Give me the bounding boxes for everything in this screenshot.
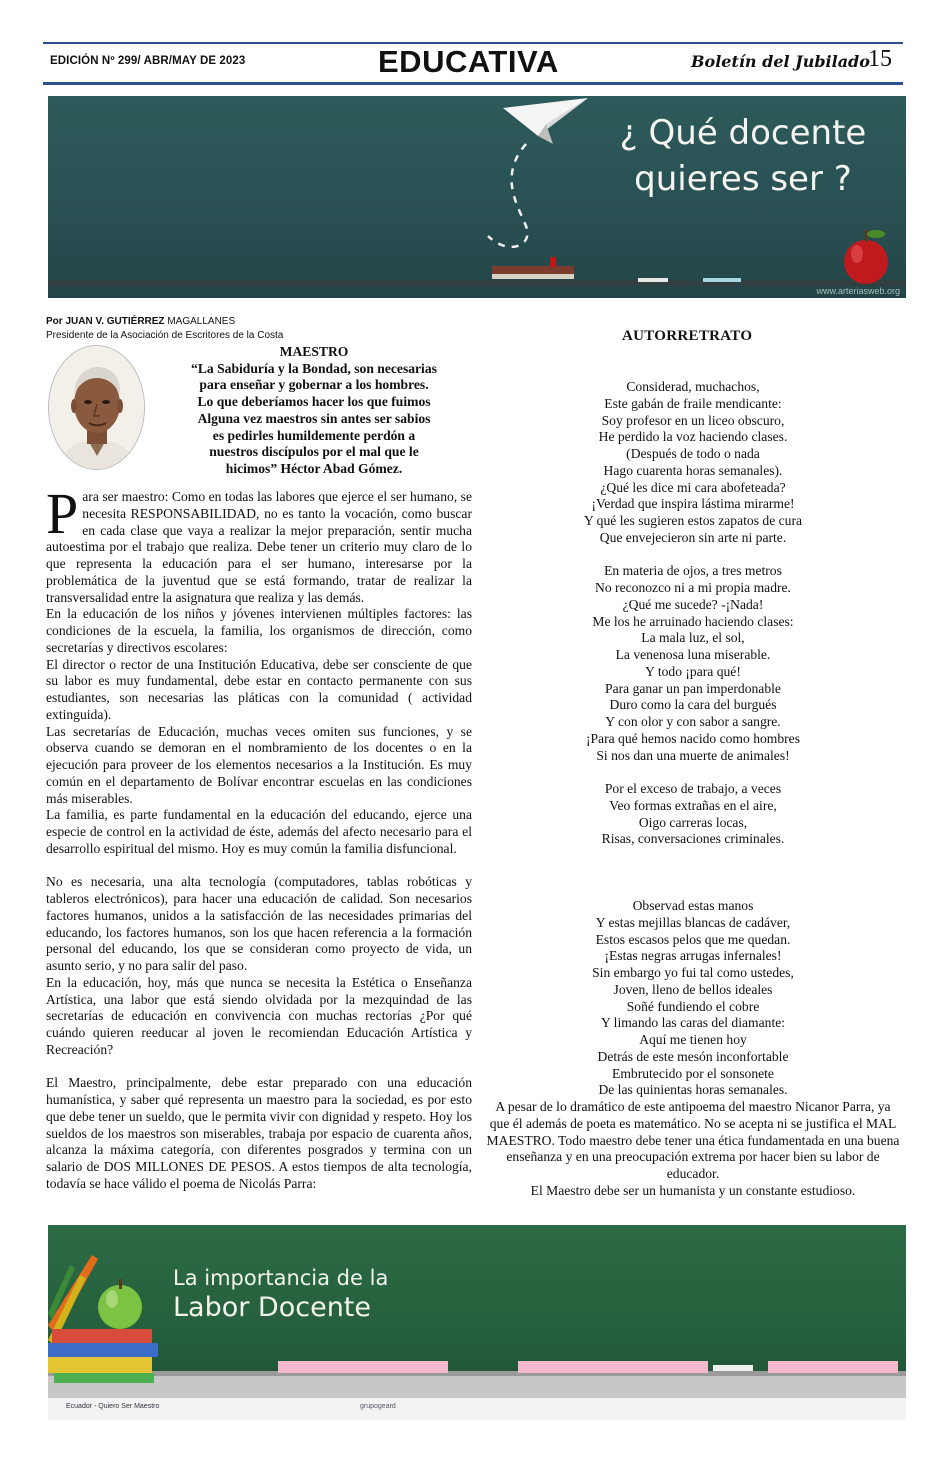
article-paragraph: La familia, es parte fundamental en la educación del educando, ejerce una especie de control en la actividad de éste, además del afecto necesario para el desarrollo espiritual del mismo. Hoy es muy común la familia disfuncional. xyxy=(46,807,472,856)
paragraph-text: ara ser maestro: Como en todas las labores que ejerce el ser humano, se necesita RESPONSABILIDAD, no es tanto la vocación, como buscar en cada clase que vaya a realizar la mejor preparación, sentir mucha autoestima por el trabajo que realiza. Debe tener un criterio muy claro de lo que representa la educación para el ser humano, interesarse por la problemática de la juventud que se está formando, tratar de realizar la transversalidad entre la asignatura que realiza y las demás. xyxy=(46,489,472,605)
poem-line: Soy profesor en un liceo obscuro, xyxy=(601,412,785,428)
poem-line: ¿Qué me sucede? -¡Nada! xyxy=(622,596,764,612)
article-paragraph: El Maestro, principalmente, debe estar preparado con una educación humanística, y saber qué representa un maestro para la sociedad, es por esto que debe tener un sueldo, que le permita vivir con dignidad y respeto. Hoy los sueldos de los maestros son miserables, trabaja por espacio de cuarenta años, alcanza la máxima categoría, con diferentes posgrados y termina con un salario de DOS MILLONES DE PESOS. A estos tiempos de alta tecnología, todavía se hace válido el poema de Nicolás Parra: xyxy=(46,1075,472,1191)
poem-line: Considerad, muchachos, xyxy=(626,379,760,394)
author-portrait xyxy=(48,345,145,470)
bottom-banner-title xyxy=(173,1263,388,1323)
epigraph-line: Lo que deberíamos hacer los que fuimos xyxy=(197,394,431,410)
author-line xyxy=(46,315,283,329)
poem-line: Detrás de este mesón inconfortable xyxy=(597,1048,789,1064)
article-paragraph: En la educación de los niños y jóvenes intervienen múltiples factores: las condiciones de la escuela, la familia, los organismos de dirección, como secretarías y directivos escolares: xyxy=(46,606,472,655)
banner-title-line1: ¿ Qué docente xyxy=(619,113,867,153)
poem-line: ¡Estas negras arrugas infernales! xyxy=(604,948,782,964)
poem-line: Y qué les sugieren estos zapatos de cura xyxy=(583,513,803,528)
poem-line: En materia de ojos, a tres metros xyxy=(604,563,782,579)
paper-plane-icon xyxy=(503,98,588,144)
poem-stanza xyxy=(486,563,900,764)
article-paragraph: Las secretarías de Educación, muchas veces omiten sus funciones, y se observa cuando se demoran en el nombramiento de los docentes o en la ejecución para proveer de los elementos necesarios a la Institución. Es muy común en el departamento de Bolívar encontrar escuelas en las condiciones más miserables. xyxy=(46,723,472,806)
bottom-banner-line2: Labor Docente xyxy=(173,1292,372,1323)
poem-line: Y estas mejillas blancas de cadáver, xyxy=(595,914,791,930)
top-banner-image xyxy=(48,96,906,298)
poem-line: Aquí me tienen hoy xyxy=(639,1032,747,1047)
poem-line: Sin embargo yo fui tal como ustedes, xyxy=(592,965,794,980)
epigraph-line: hicimos” Héctor Abad Gómez. xyxy=(225,460,403,476)
poem-line: Joven, lleno de bellos ideales xyxy=(613,981,773,997)
footer-source-right: grupogeard xyxy=(360,1403,396,1410)
poem-line: ¡Verdad que inspira lástima mirarme! xyxy=(591,496,795,512)
epigraph xyxy=(178,344,450,478)
poem-line: Embrutecido por el sonsonete xyxy=(612,1065,774,1081)
poem-line: Observad estas manos xyxy=(632,898,754,913)
poem-stanza xyxy=(486,781,900,848)
bulletin-name: Boletín del Jubilado xyxy=(691,52,870,71)
image-credit: www.arteriasweb.org xyxy=(816,286,900,296)
section-title: EDUCATIVA xyxy=(378,44,559,79)
author-surname: MAGALLANES xyxy=(164,316,236,327)
image-footer-strip xyxy=(48,1398,906,1420)
stanza-spacer xyxy=(486,764,900,781)
byline xyxy=(46,315,283,343)
bottom-banner-image xyxy=(48,1225,906,1398)
header-bottom-rule xyxy=(43,82,903,85)
epigraph-line: Alguna vez maestros sin antes ser sabios xyxy=(197,410,431,426)
edition-label: EDICIÓN Nº 299/ ABR/MAY DE 2023 xyxy=(50,55,246,67)
article-paragraph: En la educación, hoy, más que nunca se necesita la Estética o Enseñanza Artística, una labor que está siendo olvidada por la mezquindad de las secretarías de educación en convivencia con muchas rectorías ¿Por qué cuándo quieren reeducar al joven le recomiendan Educación Artística y Recreación? xyxy=(46,974,472,1057)
poem-line: La mala luz, el sol, xyxy=(641,630,745,646)
poem-line: ¡Para qué hemos nacido como hombres xyxy=(585,730,801,746)
poem-line: La venenosa luna miserable. xyxy=(615,647,771,662)
poem-line: Oigo carreras locas, xyxy=(638,814,748,830)
author-name: JUAN V. GUTIÉRREZ xyxy=(65,316,165,327)
poem-line: Me los he arruinado haciendo clases: xyxy=(592,613,794,629)
poem-line: ¿Qué les dice mi cara abofeteada? xyxy=(600,479,786,495)
poem-line: Estos escasos pelos que me quedan. xyxy=(595,931,791,947)
article-paragraph: No es necesaria, una alta tecnología (computadores, tablas robóticas y tableros electrónicos), para hacer una educación de calidad. Son necesarios factores humanos, unidos a la satisfacción de las necesidades primarias del educando, los factores humanos, son los que hacen referencia a la formación personal del educando, los que se consideran como proyecto de vida, un asunto serio, y no para salir del paso. xyxy=(46,874,472,973)
page-number: 15 xyxy=(868,46,892,72)
byline-prefix: Por xyxy=(46,316,66,327)
epigraph-line: es pedirles humildemente perdón a xyxy=(212,427,416,443)
paragraph-spacer xyxy=(46,1059,472,1076)
poem-line: No reconozco ni a mi propia madre. xyxy=(595,580,791,595)
apple-icon xyxy=(98,1279,142,1329)
paragraph-spacer xyxy=(46,858,472,875)
poem-line: Hago cuarenta horas semanales). xyxy=(603,462,783,478)
poem-line: Y todo ¡para qué! xyxy=(645,663,741,679)
article-body xyxy=(46,481,472,1193)
poem-stanza xyxy=(486,379,900,547)
closing-paragraph: El Maestro debe ser un humanista y un constante estudioso. xyxy=(530,1182,856,1198)
banner-title-line2: quieres ser ? xyxy=(634,159,852,199)
poem-title: AUTORRETRATO xyxy=(622,328,753,344)
poem-line: Y limando las caras del diamante: xyxy=(600,1015,786,1031)
closing-paragraph: A pesar de lo dramático de este antipoema del maestro Nicanor Parra, ya que él además de poeta es matemático. No se acepta ni se justifica el MAL MAESTRO. Todo maestro debe tener una ética fundamentada en una buena enseñanza y en una preocupación extrema por hacer bien su labor de educador. xyxy=(486,1099,900,1181)
epigraph-line: nuestros discípulos por el mal que le xyxy=(209,444,419,460)
stanza-spacer xyxy=(486,547,900,564)
bottom-banner-line1: La importancia de la xyxy=(173,1266,389,1290)
poem xyxy=(486,379,900,1200)
apple-icon xyxy=(844,230,888,284)
poem-line: Y con olor y con sabor a sangre. xyxy=(605,714,781,729)
poem-line: Por el exceso de trabajo, a veces xyxy=(604,781,782,796)
poem-line: (Después de todo o nada xyxy=(626,446,760,461)
poem-line: Este gabán de fraile mendicante: xyxy=(604,395,782,411)
poem-stanza xyxy=(486,898,900,1099)
poem-line: Risas, conversaciones criminales. xyxy=(601,831,785,847)
author-role: Presidente de la Asociación de Escritores de la Costa xyxy=(46,330,284,341)
poem-line: Que envejecieron sin arte ni parte. xyxy=(599,529,787,545)
poem-line: Soñé fundiendo el cobre xyxy=(626,998,760,1014)
footer-source-left: Ecuador - Quiero Ser Maestro xyxy=(66,1403,160,1410)
poem-line: Si nos dan una muerte de animales! xyxy=(596,747,790,763)
stanza-spacer xyxy=(486,848,900,898)
poem-line: Veo formas extrañas en el aire, xyxy=(609,797,777,813)
poem-line: De las quinientas horas semanales. xyxy=(598,1082,788,1098)
poem-line: Para ganar un pan imperdonable xyxy=(605,680,781,696)
poem-line: Duro como la cara del burgués xyxy=(609,697,777,713)
epigraph-line: “La Sabiduría y la Bondad, son necesarias xyxy=(191,360,437,376)
drop-cap: P xyxy=(46,481,79,546)
article-paragraph xyxy=(46,481,472,606)
article-paragraph: El director o rector de una Institución Educativa, debe ser consciente de que su labor es muy fundamental, debe estar en contacto permanente con sus estudiantes, son necesarias las pláticas con la comunidad ( actividad extinguida). xyxy=(46,656,472,722)
portrait-photo xyxy=(49,346,145,470)
banner-title xyxy=(598,110,888,202)
epigraph-line: para enseñar y gobernar a los hombres. xyxy=(199,377,429,393)
poem-line: He perdido la voz haciendo clases. xyxy=(598,429,788,445)
epigraph-heading: MAESTRO xyxy=(279,344,349,359)
